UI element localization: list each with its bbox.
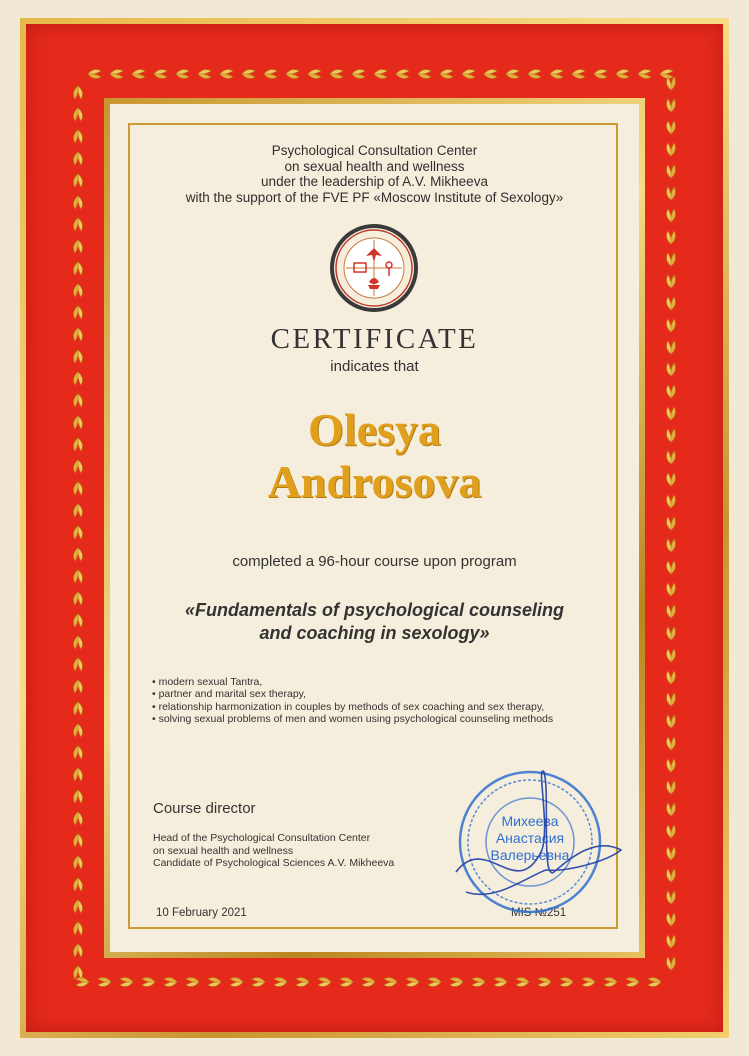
list-item: • partner and marital sex therapy, (150, 688, 570, 700)
issue-date: 10 February 2021 (156, 907, 247, 919)
list-item: • solving sexual problems of men and women using psychological counseling methods (150, 713, 570, 725)
signatory-role: Course director (153, 800, 256, 817)
completion-text: completed a 96-hour course upon program (232, 553, 517, 570)
stamp-text: Валерьевна (490, 847, 570, 863)
certificate-subtitle: indicates that (330, 358, 419, 375)
recipient-last-name: Androsova (267, 456, 482, 507)
issuer-header (110, 143, 639, 205)
program-title-line: and coaching in sexology» (259, 623, 490, 643)
certificate-number: MIS №251 (511, 907, 567, 919)
signatory-line: Candidate of Psychological Sciences A.V. Mikheeva (153, 857, 395, 869)
blue-round-stamp-icon (446, 752, 624, 930)
header-line: under the leadership of A.V. Mikheeva (261, 174, 488, 189)
header-line: on sexual health and wellness (284, 158, 465, 174)
recipient-name (110, 404, 639, 508)
program-title (110, 599, 639, 645)
course-topics-list (150, 676, 570, 725)
list-item: • relationship harmonization in couples by methods of sex coaching and sex therapy, (150, 701, 570, 713)
certificate-title: CERTIFICATE (270, 323, 479, 355)
institute-seal-logo-icon (328, 222, 420, 314)
program-title-line: «Fundamentals of psychological counseling (184, 600, 565, 620)
stamp-text: Михеева (501, 813, 559, 829)
signatory-line: Head of the Psychological Consultation Center (153, 832, 371, 844)
recipient-first-name: Olesya (308, 404, 441, 455)
stamp-text: Анастасия (495, 830, 565, 846)
header-line: with the support of the FVE PF «Moscow Institute of Sexology» (185, 189, 564, 205)
signatory-line: on sexual health and wellness (153, 844, 294, 857)
signatory-details (153, 832, 394, 870)
header-line: Psychological Consultation Center (271, 143, 478, 158)
list-item: • modern sexual Tantra, (150, 676, 570, 688)
